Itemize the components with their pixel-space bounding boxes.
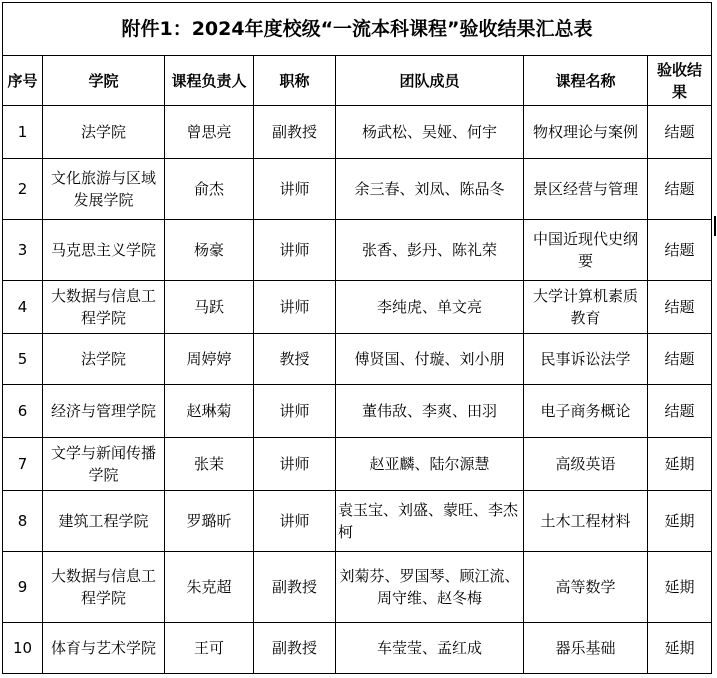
cell-college: 文化旅游与区域发展学院 — [43, 159, 165, 220]
cell-team: 袁玉宝、刘盛、蒙旺、李杰柯 — [336, 491, 524, 552]
cell-rank: 副教授 — [254, 106, 336, 159]
table-title: 附件1：2024年度校级“一流本科课程”验收结果汇总表 — [3, 3, 712, 56]
cell-result: 延期 — [648, 438, 712, 491]
cell-course: 高级英语 — [524, 438, 648, 491]
cell-index: 1 — [3, 106, 43, 159]
cell-course: 土木工程材料 — [524, 491, 648, 552]
cell-result: 延期 — [648, 491, 712, 552]
header-row — [3, 56, 712, 106]
cell-college: 大数据与信息工程学院 — [43, 281, 165, 334]
cell-team: 余三春、刘凤、陈品冬 — [336, 159, 524, 220]
cell-team: 张香、彭丹、陈礼荣 — [336, 220, 524, 281]
header-college: 学院 — [43, 56, 165, 106]
cell-leader: 朱克超 — [165, 552, 254, 623]
cell-college: 马克思主义学院 — [43, 220, 165, 281]
cell-course: 高等数学 — [524, 552, 648, 623]
cell-rank: 讲师 — [254, 281, 336, 334]
cell-course: 民事诉讼法学 — [524, 334, 648, 385]
table-row — [3, 220, 712, 281]
cell-team: 杨武松、吴娅、何宇 — [336, 106, 524, 159]
cell-course: 电子商务概论 — [524, 385, 648, 438]
cell-result: 结题 — [648, 106, 712, 159]
cell-leader: 赵琳菊 — [165, 385, 254, 438]
cell-college: 法学院 — [43, 334, 165, 385]
cell-index: 8 — [3, 491, 43, 552]
results-summary-table — [2, 2, 712, 674]
cell-rank: 副教授 — [254, 623, 336, 674]
cell-index: 5 — [3, 334, 43, 385]
cell-result: 结题 — [648, 220, 712, 281]
cell-index: 6 — [3, 385, 43, 438]
cell-course: 中国近现代史纲要 — [524, 220, 648, 281]
cell-course: 景区经营与管理 — [524, 159, 648, 220]
cell-index: 7 — [3, 438, 43, 491]
table-row — [3, 334, 712, 385]
table-row — [3, 385, 712, 438]
cell-team: 傅贤国、付璇、刘小朋 — [336, 334, 524, 385]
cell-index: 2 — [3, 159, 43, 220]
cell-college: 法学院 — [43, 106, 165, 159]
edge-mark — [714, 216, 716, 236]
cell-course: 物权理论与案例 — [524, 106, 648, 159]
cell-college: 建筑工程学院 — [43, 491, 165, 552]
cell-rank: 副教授 — [254, 552, 336, 623]
cell-college: 体育与艺术学院 — [43, 623, 165, 674]
cell-leader: 曾思亮 — [165, 106, 254, 159]
cell-leader: 王可 — [165, 623, 254, 674]
cell-course: 器乐基础 — [524, 623, 648, 674]
cell-team: 车莹莹、孟红成 — [336, 623, 524, 674]
cell-rank: 教授 — [254, 334, 336, 385]
header-course: 课程名称 — [524, 56, 648, 106]
cell-rank: 讲师 — [254, 159, 336, 220]
header-result: 验收结果 — [648, 56, 712, 106]
cell-index: 3 — [3, 220, 43, 281]
cell-rank: 讲师 — [254, 438, 336, 491]
cell-rank: 讲师 — [254, 491, 336, 552]
table-row — [3, 491, 712, 552]
cell-team: 赵亚麟、陆尔源慧 — [336, 438, 524, 491]
cell-leader: 杨豪 — [165, 220, 254, 281]
cell-college: 经济与管理学院 — [43, 385, 165, 438]
table-row — [3, 106, 712, 159]
cell-team: 李纯虎、单文亮 — [336, 281, 524, 334]
cell-result: 延期 — [648, 552, 712, 623]
cell-leader: 马跃 — [165, 281, 254, 334]
cell-index: 10 — [3, 623, 43, 674]
cell-team: 董伟敌、李爽、田羽 — [336, 385, 524, 438]
header-index: 序号 — [3, 56, 43, 106]
cell-college: 大数据与信息工程学院 — [43, 552, 165, 623]
cell-index: 9 — [3, 552, 43, 623]
cell-leader: 俞杰 — [165, 159, 254, 220]
cell-result: 结题 — [648, 334, 712, 385]
table-row — [3, 438, 712, 491]
cell-leader: 周婷婷 — [165, 334, 254, 385]
cell-college: 文学与新闻传播学院 — [43, 438, 165, 491]
cell-leader: 张茉 — [165, 438, 254, 491]
header-leader: 课程负责人 — [165, 56, 254, 106]
cell-rank: 讲师 — [254, 220, 336, 281]
cell-rank: 讲师 — [254, 385, 336, 438]
cell-result: 结题 — [648, 385, 712, 438]
table-row — [3, 281, 712, 334]
header-team: 团队成员 — [336, 56, 524, 106]
table-row — [3, 552, 712, 623]
table-row — [3, 159, 712, 220]
cell-result: 结题 — [648, 281, 712, 334]
cell-result: 结题 — [648, 159, 712, 220]
cell-result: 延期 — [648, 623, 712, 674]
header-rank: 职称 — [254, 56, 336, 106]
cell-team: 刘菊芬、罗国琴、顾江流、周守维、赵冬梅 — [336, 552, 524, 623]
table-row — [3, 623, 712, 674]
cell-index: 4 — [3, 281, 43, 334]
cell-course: 大学计算机素质教育 — [524, 281, 648, 334]
cell-leader: 罗璐昕 — [165, 491, 254, 552]
